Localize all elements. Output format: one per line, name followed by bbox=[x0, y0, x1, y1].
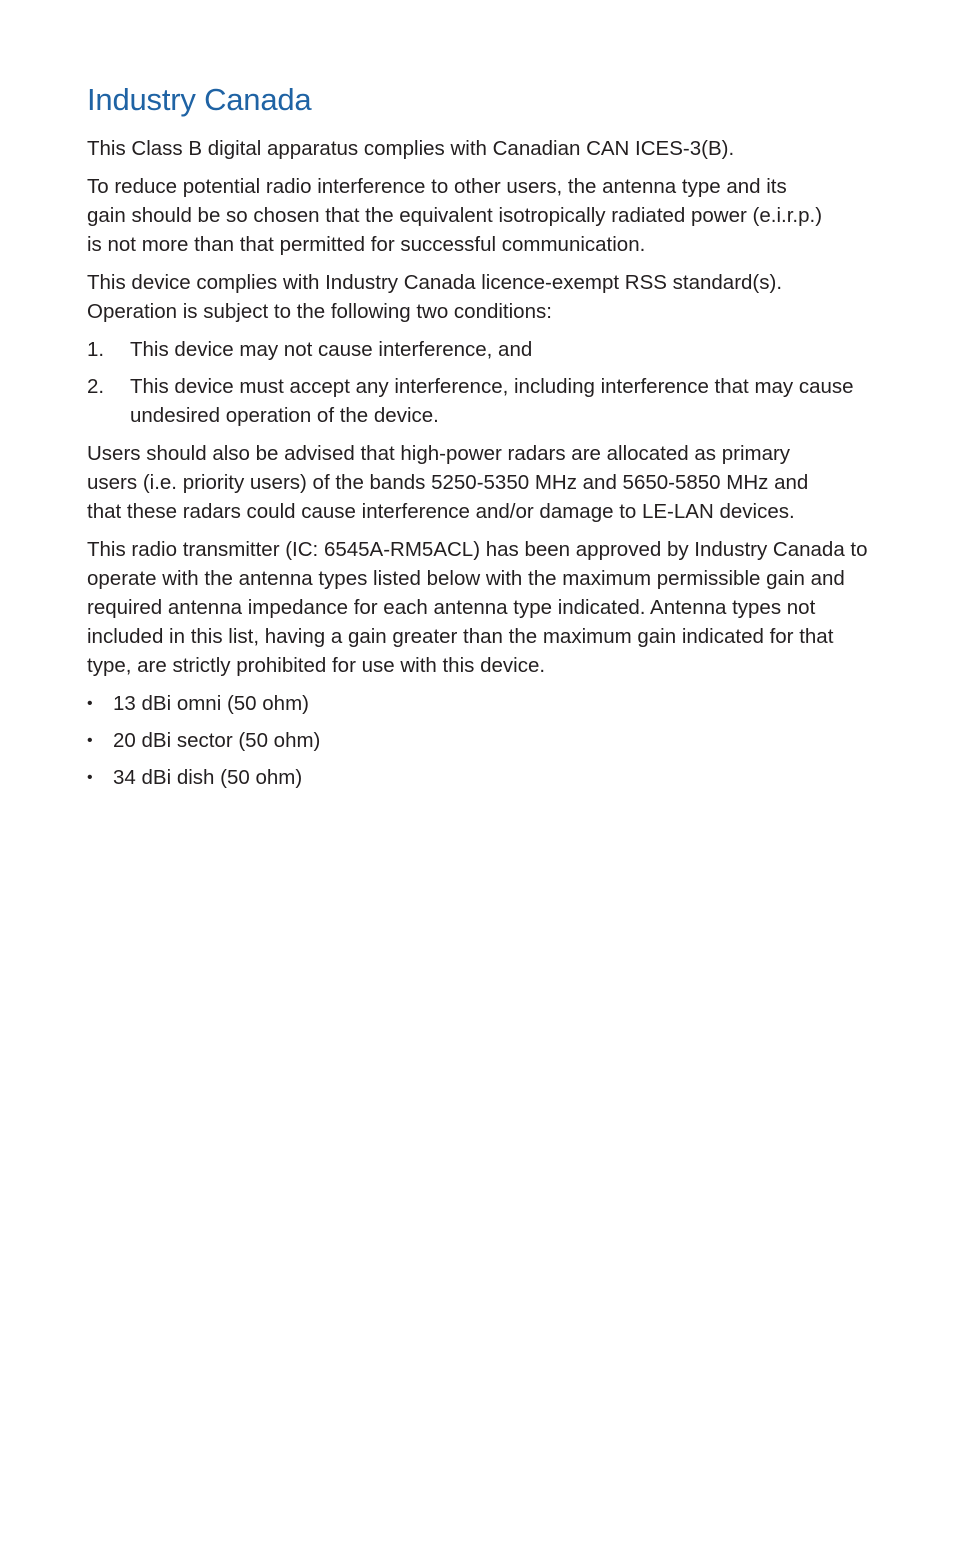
section-heading: Industry Canada bbox=[87, 82, 312, 117]
list-item bbox=[87, 335, 877, 364]
paragraph-radars: Users should also be advised that high-power radars are allocated as primary users (i.e. priority users) of the bands 5250-5350 MHz and 5650-5850 MHz and that these radars could cause interference and/or damage to LE-LAN devices. bbox=[87, 442, 809, 523]
conditions-list bbox=[87, 335, 877, 430]
list-item-text: This device may not cause interference, and bbox=[130, 338, 533, 361]
bullet-icon: • bbox=[87, 769, 93, 786]
list-item-number: 1. bbox=[87, 338, 105, 361]
bullet-icon: • bbox=[87, 695, 93, 712]
paragraph-radio-transmitter: This radio transmitter (IC: 6545A-RM5ACL) has been approved by Industry Canada to operate with the antenna types listed below with the maximum permissible gain and required antenna impedance for each antenna type indicated. Antenna types not included in this list, having a gain greater than the maximum gain indicated for that type, are strictly prohibited for use with this device. bbox=[87, 538, 868, 677]
antenna-list bbox=[87, 689, 877, 792]
document-page bbox=[87, 80, 877, 800]
paragraph-class-b: This Class B digital apparatus complies with Canadian CAN ICES-3(B). bbox=[87, 137, 735, 160]
bullet-icon: • bbox=[87, 732, 93, 749]
list-item bbox=[87, 726, 877, 755]
list-item-text: 34 dBi dish (50 ohm) bbox=[113, 766, 303, 789]
list-item-text: 20 dBi sector (50 ohm) bbox=[113, 729, 321, 752]
list-item-text: This device must accept any interference, including interference that may cause undesired operation of the device. bbox=[130, 375, 854, 427]
list-item bbox=[87, 689, 877, 718]
list-item bbox=[87, 763, 877, 792]
list-item bbox=[87, 372, 877, 430]
list-item-number: 2. bbox=[87, 375, 105, 398]
paragraph-interference: To reduce potential radio interference to other users, the antenna type and its gain should be so chosen that the equivalent isotropically radiated power (e.i.r.p.) is not more than that permitted for successful communication. bbox=[87, 175, 823, 256]
list-item-text: 13 dBi omni (50 ohm) bbox=[113, 692, 309, 715]
paragraph-rss-compliance: This device complies with Industry Canada licence-exempt RSS standard(s). Operation is subject to the following two conditions: bbox=[87, 271, 783, 323]
